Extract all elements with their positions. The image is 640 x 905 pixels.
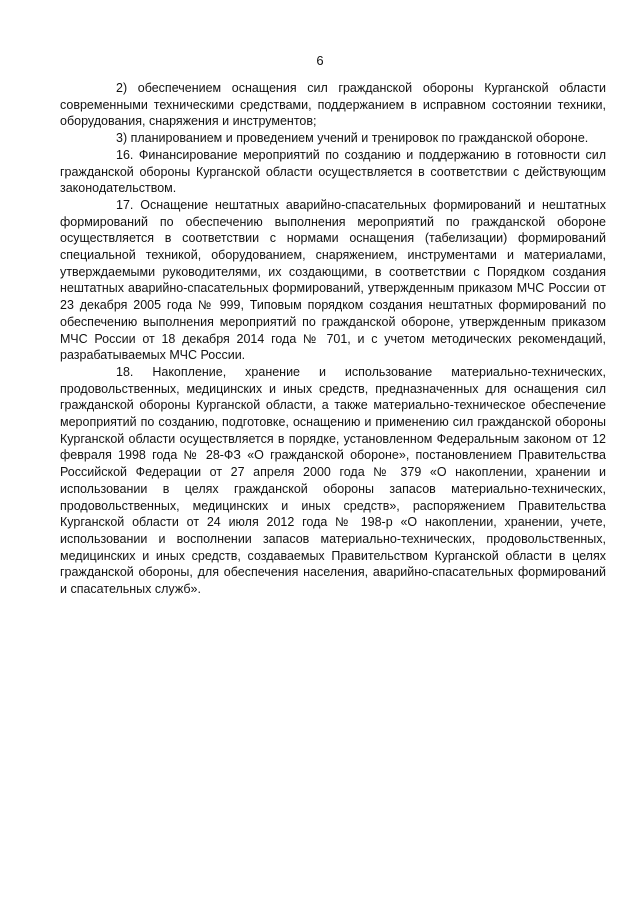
paragraph-17: 17. Оснащение нештатных аварийно-спасательных формирований и нештатных формирований по обеспечению выполнения мероприятий по гражданской обороне осуществляется в соответствии с нормами оснащения (табелизации) формирований специальной техникой, оборудованием, снаряжением, инструментами и материалами, утверждаемыми руководителями, их создающими, в соответствии с Порядком создания нештатных аварийно-спасательных формирований, утвержденным приказом МЧС России от 23 декабря 2005 года № 999, Типовым порядком создания нештатных формирований по обеспечению выполнения мероприятий по гражданской обороне, утвержденным приказом МЧС России от 18 декабря 2014 года № 701, и с учетом методических рекомендаций, разрабатываемых МЧС России. bbox=[60, 197, 606, 363]
paragraph-16: 16. Финансирование мероприятий по созданию и поддержанию в готовности сил гражданской обороны Курганской области осуществляется в соответствии с действующим законодательством. bbox=[60, 147, 606, 196]
page-number: 6 bbox=[316, 53, 324, 68]
paragraph-18: 18. Накопление, хранение и использование материально-технических, продовольственных, медицинских и иных средств, предназначенных для оснащения сил гражданской обороны Курганской области, а также материально-техническое обеспечение мероприятий по созданию, подготовке, оснащению и применению сил гражданской обороны Курганской области осуществляется в порядке, установленном Федеральным законом от 12 февраля 1998 года № 28-ФЗ «О гражданской обороне», постановлением Правительства Российской Федерации от 27 апреля 2000 года № 379 «О накоплении, хранении и использовании в целях гражданской обороны запасов материально-технических, продовольственных, медицинских и иных средств», распоряжением Правительства Курганской области от 24 июля 2012 года № 198-р «О накоплении, хранении, учете, использовании и восполнении запасов материально-технических, продовольственных, медицинских и иных средств, создаваемых Правительством Курганской области в целях гражданской обороны, для обеспечения населения, аварийно-спасательных формирований и спасательных служб». bbox=[60, 364, 606, 597]
paragraph-item-2: 2) обеспечением оснащения сил гражданской обороны Курганской области современными техническими средствами, поддержанием в исправном состоянии техники, оборудования, снаряжения и инструментов; bbox=[60, 81, 606, 129]
document-body bbox=[60, 80, 606, 598]
paragraph-item-3: 3) планированием и проведением учений и тренировок по гражданской обороне. bbox=[116, 131, 589, 146]
